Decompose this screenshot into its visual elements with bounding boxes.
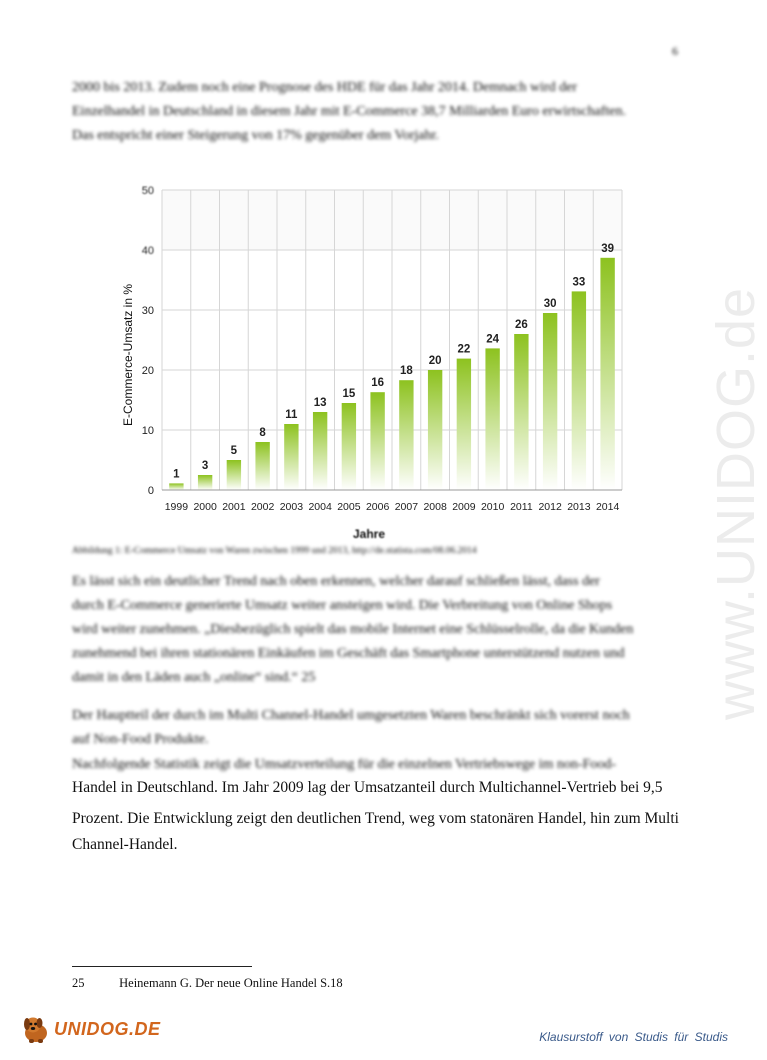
x-tick-label: 2006 [365, 501, 390, 513]
body-paragraph-statistic [72, 753, 680, 777]
y-tick-label: 50 [141, 185, 154, 197]
bar [514, 334, 528, 490]
y-tick-label: 20 [141, 365, 154, 377]
bar [227, 460, 241, 490]
footnote-divider [72, 966, 252, 967]
bar-value-label: 20 [428, 355, 442, 367]
intro-paragraph [72, 76, 680, 148]
text-line: durch E-Commerce generierte Umsatz weiter ansteigen wird. Die Verbreitung von Online Shops [72, 598, 613, 613]
bar-value-label: 18 [399, 365, 413, 378]
x-tick-label: 2011 [510, 501, 533, 513]
text-line: Das entspricht einer Steigerung von 17% gegenüber dem Vorjahr. [72, 128, 439, 143]
text-line: 2000 bis 2013. Zudem noch eine Prognose des HDE für das Jahr 2014. Demnach wird der [72, 80, 578, 95]
bar-value-label: 1 [173, 468, 180, 481]
page-number: 6 [672, 44, 678, 58]
bar-value-label: 26 [514, 319, 528, 331]
body-paragraph-multichannel [72, 704, 680, 752]
x-tick-label: 2010 [480, 501, 505, 513]
footnote [72, 976, 343, 991]
x-tick-label: 2012 [538, 501, 562, 513]
bar [370, 392, 384, 490]
text-line: wird weiter zunehmen. „Diesbezüglich spielt das mobile Internet eine Schlüsselrolle, da die Kunden [72, 622, 634, 637]
bar-value-label: 39 [601, 242, 615, 255]
bar-value-label: 15 [342, 388, 356, 400]
bar [543, 313, 557, 490]
logo-text: UNIDOG.DE [54, 1018, 161, 1039]
ecommerce-bar-chart [112, 180, 632, 540]
x-tick-label: 2007 [394, 501, 419, 513]
x-tick-label: 2002 [250, 501, 275, 513]
bar-value-label: 33 [572, 276, 586, 289]
text-line: zunehmend bei ihren stationären Einkäufen im Geschäft das Smartphone unterstützend nutzen und [72, 646, 625, 661]
bar [572, 291, 586, 490]
bar [428, 370, 442, 490]
y-tick-label: 40 [141, 245, 154, 257]
bar [284, 424, 298, 490]
bar [169, 483, 183, 490]
chart-svg [112, 180, 632, 540]
text-line: Es lässt sich ein deutlicher Trend nach oben erkennen, welcher darauf schließen lässt, dass der [72, 574, 600, 589]
text-line: Der Hauptteil der durch im Multi Channel-Handel umgesetzten Waren beschränkt sich vorerst noch [72, 708, 630, 723]
y-axis-title: E-Commerce-Umsatz in % [121, 283, 135, 427]
bar-value-label: 16 [371, 377, 385, 390]
watermark: www.UNIDOG.de [706, 286, 766, 720]
x-tick-label: 2001 [222, 501, 246, 513]
x-tick-label: 2013 [567, 501, 591, 513]
x-tick-label: 2009 [452, 501, 476, 513]
bar [399, 380, 413, 490]
x-tick-label: 1999 [164, 501, 189, 513]
x-axis-title: Jahre [352, 527, 386, 541]
text-line: auf Non-Food Produkte. [72, 732, 209, 747]
bar [600, 258, 614, 490]
figure-caption: Abbildung 1: E-Commerce Umsatz von Waren zwischen 1999 und 2013, http://de.statista.com/08.06.2014 [72, 546, 477, 556]
x-tick-label: 2008 [423, 501, 447, 513]
bar-value-label: 3 [201, 460, 209, 472]
x-tick-label: 2005 [337, 501, 361, 513]
bar [457, 359, 471, 490]
bar [313, 412, 327, 490]
visible-paragraph [72, 806, 680, 858]
y-tick-label: 10 [141, 425, 154, 437]
y-tick-label: 0 [147, 485, 154, 497]
x-tick-label: 2004 [308, 501, 332, 513]
text-line: Prozent. Die Entwicklung zeigt den deutlichen Trend, weg vom statonären Handel, hin zum Multi [72, 810, 679, 827]
bar-value-label: 24 [486, 333, 500, 346]
partially-revealed-line [72, 779, 680, 804]
bar-value-label: 22 [457, 343, 471, 356]
text-line: Handel in Deutschland. Im Jahr 2009 lag der Umsatzanteil durch Multichannel-Vertrieb bei 9,5 [72, 779, 663, 796]
footnote-text: Heinemann G. Der neue Online Handel S.18 [119, 976, 343, 990]
bar [342, 403, 356, 490]
text-line: damit in den Läden auch „online“ sind.“ 25 [72, 670, 316, 685]
bar-value-label: 13 [313, 397, 327, 409]
y-tick-label: 30 [141, 305, 154, 317]
bar-value-label: 11 [285, 409, 298, 421]
text-line: Nachfolgende Statistik zeigt die Umsatzverteilung für die einzelnen Vertriebswege im non-Food- [72, 757, 617, 772]
x-tick-label: 2003 [279, 501, 304, 513]
body-paragraph-trend [72, 570, 680, 690]
x-tick-label: 2014 [595, 501, 620, 513]
bar-value-label: 8 [259, 427, 266, 439]
x-tick-label: 2000 [193, 501, 217, 513]
site-logo[interactable] [20, 1014, 161, 1044]
bar-value-label: 30 [543, 298, 557, 310]
text-line: Einzelhandel in Deutschland in diesem Jahr mit E-Commerce 38,7 Milliarden Euro erwirtschaften. [72, 104, 626, 119]
dog-icon [20, 1014, 52, 1044]
footnote-number: 25 [72, 976, 85, 990]
bar [485, 348, 499, 490]
bar [255, 442, 269, 490]
text-line: Channel-Handel. [72, 836, 178, 853]
bar [198, 475, 212, 490]
bar-value-label: 5 [230, 445, 238, 457]
tagline: Klausurstoff von Studis für Studis [539, 1030, 728, 1044]
